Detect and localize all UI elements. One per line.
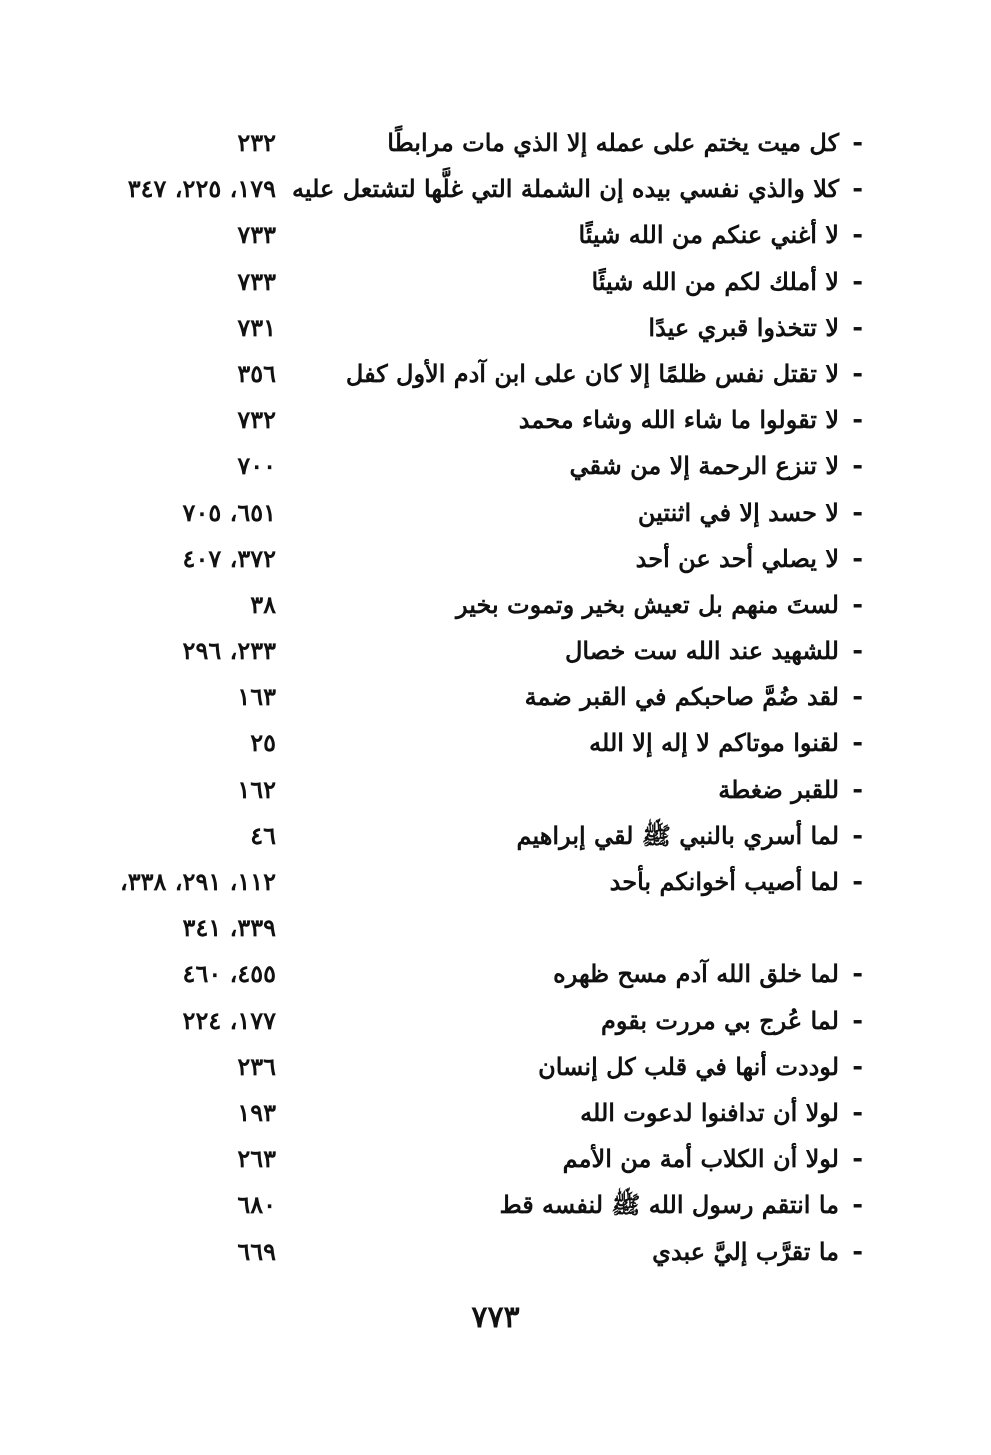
hadith-index-list — [0, 122, 991, 1277]
entry-page-refs: ٢٥ — [250, 728, 276, 758]
entry-dash: - — [852, 636, 863, 667]
entry-page-refs: ١٦٣ — [237, 682, 276, 712]
entry-text: لما خلق الله آدم مسح ظهره — [553, 959, 839, 989]
entry-page-refs: ٣٨ — [250, 589, 276, 619]
entry-page-refs: ٢٣٢ — [237, 128, 276, 157]
index-entry — [0, 815, 991, 861]
entry-page-refs: ٣٣٩، ٣٤١ — [182, 913, 276, 943]
entry-page-refs: ٤٥٥، ٤٦٠ — [182, 959, 276, 989]
entry-dash: - — [852, 1051, 863, 1082]
entry-page-refs: ٦٦٩ — [237, 1236, 276, 1266]
entry-page-refs: ١٧٧، ٢٢٤ — [182, 1005, 276, 1035]
entry-dash: - — [852, 728, 863, 759]
entry-text: لا تنزع الرحمة إلا من شقي — [569, 451, 839, 481]
entry-dash: - — [852, 1190, 863, 1221]
entry-page-refs: ٣٧٢، ٤٠٧ — [182, 543, 276, 573]
index-entry — [0, 1000, 991, 1046]
entry-dash: - — [852, 959, 863, 990]
index-entry — [0, 1231, 991, 1277]
entry-text: للشهيد عند الله ست خصال — [564, 636, 839, 666]
index-entry — [0, 769, 991, 815]
entry-page-refs: ٧٣٣ — [237, 220, 276, 250]
entry-page-refs: ٤٦ — [250, 820, 276, 850]
entry-text: لا تقتل نفس ظلمًا إلا كان على ابن آدم الأول كفل — [345, 358, 839, 388]
entry-page-refs: ٣٥٦ — [237, 358, 276, 388]
entry-dash: - — [852, 220, 863, 251]
entry-dash: - — [852, 1097, 863, 1128]
entry-dash: - — [852, 774, 863, 805]
entry-page-refs: ١١٢، ٢٩١، ٣٣٨، — [120, 867, 276, 896]
index-entry — [0, 907, 991, 953]
entry-dash: - — [852, 312, 863, 343]
entry-dash: - — [852, 405, 863, 436]
index-entry — [0, 1138, 991, 1184]
entry-dash: - — [852, 1144, 863, 1175]
entry-dash: - — [852, 1005, 863, 1036]
entry-dash: - — [852, 1236, 863, 1267]
index-entry — [0, 307, 991, 353]
entry-text: لما عُرج بي مررت بقوم — [600, 1005, 839, 1035]
index-entry — [0, 1184, 991, 1230]
entry-dash: - — [852, 867, 863, 897]
index-entry — [0, 261, 991, 307]
entry-text: لولا أن تدافنوا لدعوت الله — [580, 1097, 839, 1127]
entry-page-refs: ١٦٢ — [237, 774, 276, 804]
entry-text: لا تتخذوا قبري عيدًا — [648, 312, 839, 342]
index-entry — [0, 1092, 991, 1138]
entry-text: لا أغني عنكم من الله شيئًا — [578, 220, 839, 250]
page-number: ٧٧٣ — [471, 1300, 520, 1335]
index-entry — [0, 445, 991, 491]
entry-page-refs: ٦٥١، ٧٠٥ — [182, 497, 276, 527]
entry-dash: - — [852, 358, 863, 389]
entry-dash: - — [852, 682, 863, 713]
entry-text: لا حسد إلا في اثنتين — [637, 497, 839, 527]
entry-page-refs: ٧٣٢ — [237, 405, 276, 435]
entry-text: لما أسري بالنبي ﷺ لقي إبراهيم — [516, 820, 839, 850]
index-entry — [0, 399, 991, 445]
entry-text: ما تقرَّب إليَّ عبدي — [652, 1236, 839, 1266]
entry-dash: - — [852, 174, 863, 205]
entry-text: للقبر ضغطة — [718, 774, 839, 804]
index-entry — [0, 353, 991, 399]
entry-text: لولا أن الكلاب أمة من الأمم — [562, 1144, 839, 1174]
entry-text: لقنوا موتاكم لا إله إلا الله — [589, 728, 839, 758]
index-entry — [0, 861, 991, 907]
entry-dash: - — [852, 820, 863, 851]
entry-text: ما انتقم رسول الله ﷺ لنفسه قط — [499, 1190, 839, 1220]
entry-text: لستَ منهم بل تعيش بخير وتموت بخير — [456, 589, 839, 619]
entry-page-refs: ٢٣٦ — [237, 1051, 276, 1081]
index-entry — [0, 953, 991, 999]
index-entry — [0, 538, 991, 584]
index-entry — [0, 584, 991, 630]
entry-text: كل ميت يختم على عمله إلا الذي مات مرابطًا — [387, 128, 839, 157]
entry-page-refs: ٦٨٠ — [237, 1190, 276, 1220]
index-entry — [0, 1046, 991, 1092]
index-entry — [0, 722, 991, 768]
entry-text: لا أملك لكم من الله شيئًا — [591, 266, 839, 296]
index-entry — [0, 168, 991, 214]
entry-text: لا يصلي أحد عن أحد — [635, 543, 839, 573]
entry-page-refs: ٢٣٣، ٢٩٦ — [182, 636, 276, 666]
entry-text: لقد ضُمَّ صاحبكم في القبر ضمة — [524, 682, 839, 712]
entry-dash: - — [852, 266, 863, 297]
entry-page-refs: ٧٣٣ — [237, 266, 276, 296]
entry-page-refs: ٧٠٠ — [237, 451, 276, 481]
entry-text: لما أصيب أخوانكم بأحد — [609, 867, 839, 896]
entry-page-refs: ١٧٩، ٢٢٥، ٣٤٧ — [127, 174, 276, 204]
entry-dash: - — [852, 543, 863, 574]
index-entry — [0, 676, 991, 722]
entry-text: لا تقولوا ما شاء الله وشاء محمد — [518, 405, 839, 435]
entry-text: لوددت أنها في قلب كل إنسان — [538, 1051, 839, 1081]
index-entry — [0, 630, 991, 676]
entry-dash: - — [852, 451, 863, 482]
entry-page-refs: ٧٣١ — [237, 312, 276, 342]
entry-dash: - — [852, 497, 863, 528]
entry-text: كلا والذي نفسي بيده إن الشملة التي غلَّها لتشتعل عليه — [291, 174, 839, 204]
entry-dash: - — [852, 128, 863, 158]
entry-page-refs: ١٩٣ — [237, 1097, 276, 1127]
index-entry — [0, 214, 991, 260]
entry-page-refs: ٢٦٣ — [237, 1144, 276, 1174]
entry-dash: - — [852, 589, 863, 620]
index-entry — [0, 122, 991, 168]
index-entry — [0, 492, 991, 538]
